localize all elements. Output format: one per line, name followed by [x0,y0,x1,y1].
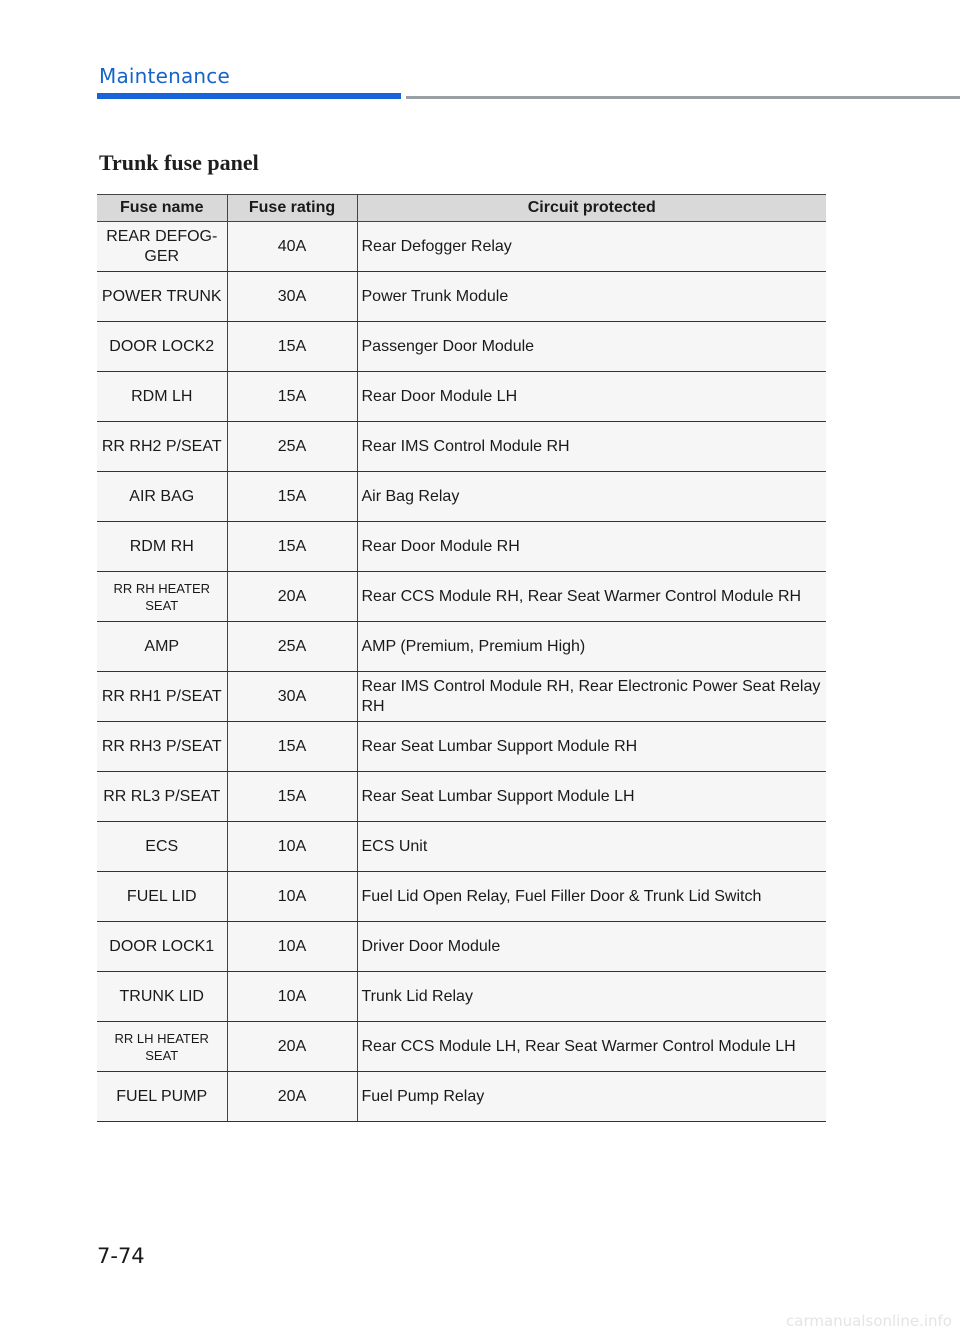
circuit-cell: Rear IMS Control Module RH [357,422,826,472]
fuse-name-cell: FUEL LID [97,872,227,922]
fuse-name-cell: ECS [97,822,227,872]
circuit-cell: ECS Unit [357,822,826,872]
table-row [97,272,826,322]
table-row [97,822,826,872]
fuse-name-cell: DOOR LOCK2 [97,322,227,372]
table-row [97,772,826,822]
fuse-rating-cell: 15A [227,522,357,572]
column-header-fuse-name: Fuse name [97,195,227,222]
fuse-name-cell: POWER TRUNK [97,272,227,322]
column-header-circuit: Circuit protected [357,195,826,222]
column-header-fuse-rating: Fuse rating [227,195,357,222]
circuit-cell: Rear IMS Control Module RH, Rear Electronic Power Seat Relay RH [357,672,826,722]
fuse-name-cell: RR RH HEATER SEAT [97,572,227,622]
page-title: Trunk fuse panel [99,150,259,175]
table-header-row [97,195,826,222]
circuit-cell: Air Bag Relay [357,472,826,522]
fuse-rating-cell: 15A [227,472,357,522]
fuse-rating-cell: 30A [227,272,357,322]
fuse-rating-cell: 25A [227,422,357,472]
fuse-rating-cell: 10A [227,822,357,872]
circuit-cell: Rear Door Module LH [357,372,826,422]
fuse-table [97,194,826,1122]
fuse-rating-cell: 20A [227,572,357,622]
table-row [97,872,826,922]
fuse-name-cell: RDM LH [97,372,227,422]
table-row [97,322,826,372]
fuse-rating-cell: 15A [227,372,357,422]
circuit-cell: Fuel Lid Open Relay, Fuel Filler Door & Trunk Lid Switch [357,872,826,922]
page-number: 7-74 [97,1244,145,1268]
table-row [97,422,826,472]
table-row [97,572,826,622]
circuit-cell: Power Trunk Module [357,272,826,322]
section-label: Maintenance [99,64,230,88]
table-row [97,472,826,522]
circuit-cell: Fuel Pump Relay [357,1072,826,1122]
circuit-cell: Trunk Lid Relay [357,972,826,1022]
circuit-cell: Driver Door Module [357,922,826,972]
table-row [97,722,826,772]
fuse-rating-cell: 40A [227,222,357,272]
fuse-name-cell: RR LH HEATER SEAT [97,1022,227,1072]
table-row [97,972,826,1022]
fuse-name-cell: AMP [97,622,227,672]
fuse-name-cell: RR RL3 P/SEAT [97,772,227,822]
watermark: carmanualsonline.info [786,1312,952,1330]
fuse-rating-cell: 20A [227,1072,357,1122]
circuit-cell: AMP (Premium, Premium High) [357,622,826,672]
table-row [97,922,826,972]
fuse-rating-cell: 10A [227,922,357,972]
circuit-cell: Passenger Door Module [357,322,826,372]
fuse-rating-cell: 10A [227,872,357,922]
table-row [97,622,826,672]
fuse-rating-cell: 15A [227,322,357,372]
header-rule [406,96,960,99]
table-row [97,672,826,722]
table-row [97,1022,826,1072]
circuit-cell: Rear Seat Lumbar Support Module RH [357,722,826,772]
header-rule-accent [97,93,401,99]
fuse-name-cell: RR RH1 P/SEAT [97,672,227,722]
fuse-rating-cell: 30A [227,672,357,722]
table-row [97,522,826,572]
fuse-name-cell: AIR BAG [97,472,227,522]
fuse-rating-cell: 25A [227,622,357,672]
fuse-name-cell: RR RH3 P/SEAT [97,722,227,772]
table-row [97,1072,826,1122]
fuse-rating-cell: 15A [227,772,357,822]
fuse-rating-cell: 10A [227,972,357,1022]
table-row [97,222,826,272]
circuit-cell: Rear CCS Module RH, Rear Seat Warmer Control Module RH [357,572,826,622]
fuse-name-cell: REAR DEFOG-GER [97,222,227,272]
fuse-name-cell: RDM RH [97,522,227,572]
fuse-name-cell: TRUNK LID [97,972,227,1022]
fuse-name-cell: FUEL PUMP [97,1072,227,1122]
table-row [97,372,826,422]
circuit-cell: Rear Door Module RH [357,522,826,572]
circuit-cell: Rear Defogger Relay [357,222,826,272]
fuse-name-cell: DOOR LOCK1 [97,922,227,972]
fuse-name-cell: RR RH2 P/SEAT [97,422,227,472]
fuse-rating-cell: 15A [227,722,357,772]
circuit-cell: Rear CCS Module LH, Rear Seat Warmer Control Module LH [357,1022,826,1072]
fuse-rating-cell: 20A [227,1022,357,1072]
circuit-cell: Rear Seat Lumbar Support Module LH [357,772,826,822]
